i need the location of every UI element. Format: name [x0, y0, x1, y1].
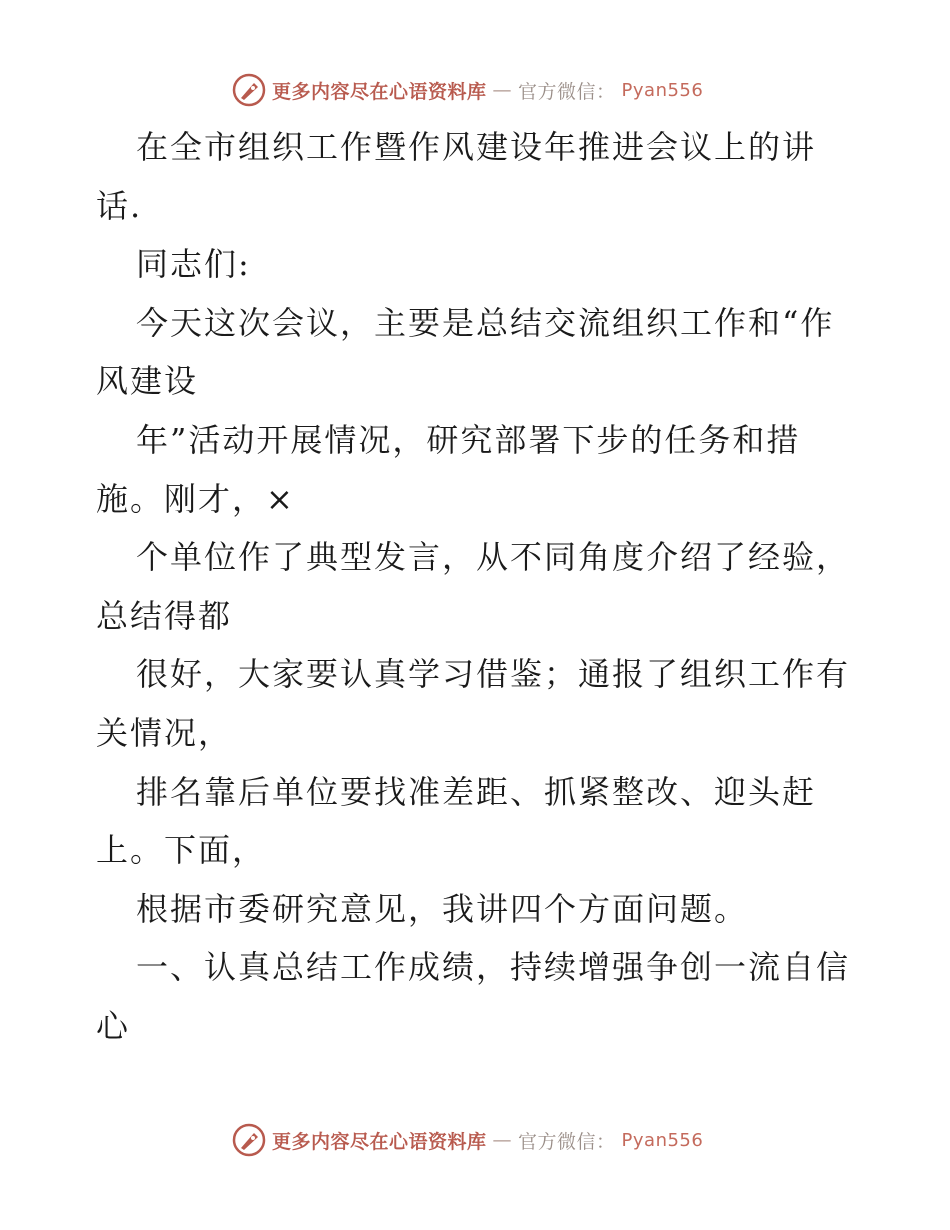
text-line: 同志们: — [136, 245, 251, 284]
text-line: 风建设 — [96, 362, 199, 401]
text-line: 一、认真总结工作成绩，持续增强争创一流自信 — [136, 948, 851, 987]
text-line: 年”活动开展情况，研究部署下步的任务和措 — [136, 420, 801, 459]
text-line: 话. — [96, 186, 143, 225]
watermark-label: 官方微信： — [518, 1130, 616, 1153]
footer-watermark — [232, 1122, 703, 1158]
text-line: 很好，大家要认真学习借鉴；通报了组织工作有 — [136, 655, 851, 694]
text-line: 在全市组织工作暨作风建设年推进会议上的讲 — [136, 128, 817, 166]
text-line: 关情况， — [96, 713, 233, 752]
watermark-separator: — — [492, 79, 513, 101]
text-line: 心 — [96, 1006, 131, 1045]
text-line: 排名靠后单位要找准差距、抓紧整改、迎头赶 — [136, 772, 817, 811]
text-line: 施。刚才，× — [96, 479, 295, 518]
header-watermark — [232, 72, 703, 108]
text-line: 总结得都 — [96, 596, 233, 635]
text-line: 上。下面， — [96, 831, 267, 870]
watermark-account: Pyan556 — [621, 79, 704, 101]
watermark-account: Pyan556 — [621, 1129, 704, 1151]
pen-nib-icon — [232, 1123, 266, 1157]
text-line: 今天这次会议，主要是总结交流组织工作和“作 — [136, 303, 835, 342]
watermark-site: 更多内容尽在心语资料库 — [272, 80, 487, 103]
watermark-label: 官方微信： — [518, 80, 616, 103]
watermark-separator: — — [492, 1129, 513, 1151]
text-line: 个单位作了典型发言，从不同角度介绍了经验， — [136, 538, 851, 577]
document-body — [96, 118, 856, 1056]
text-line: 根据市委研究意见，我讲四个方面问题。 — [136, 889, 749, 928]
pen-nib-icon — [232, 73, 266, 107]
watermark-site: 更多内容尽在心语资料库 — [272, 1130, 487, 1153]
